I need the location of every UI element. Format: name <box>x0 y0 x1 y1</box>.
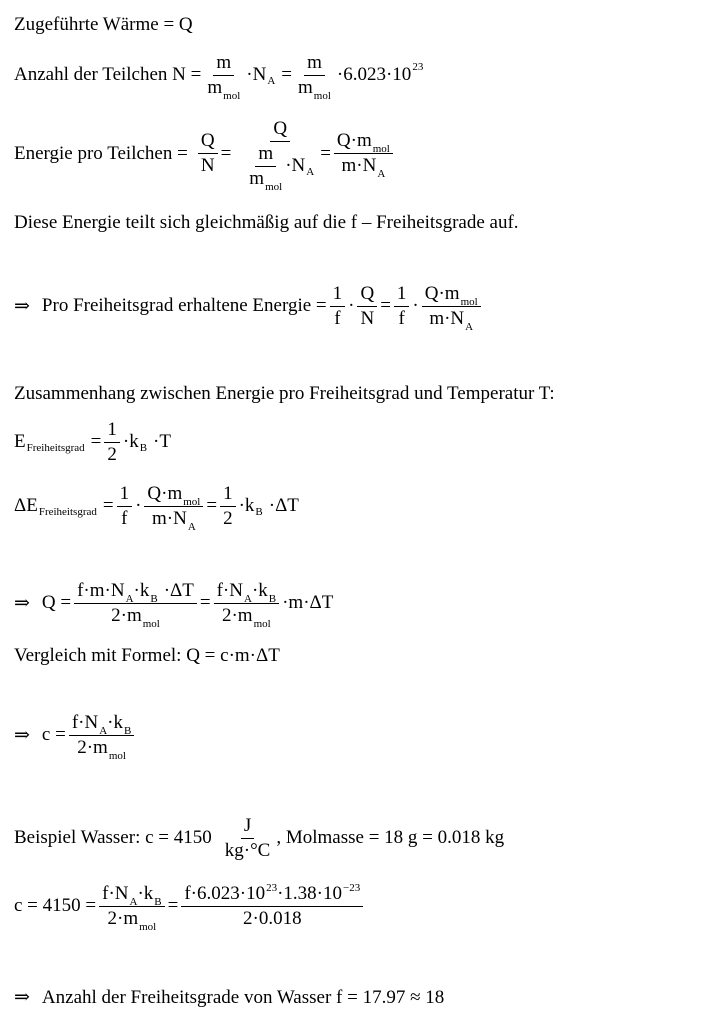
fraction-1-over-f-3: $\frac{1}{f}$ <box>117 483 133 530</box>
temperature-relation-text: Zusammenhang zwischen Energie pro Freiheitsgrad und Temperatur T: <box>14 383 555 404</box>
supplied-heat-text: Zugeführte Wärme = Q <box>14 14 193 35</box>
fraction-m-over-mmol-2: $\frac{m}{m_{mol}}$ <box>298 52 331 102</box>
fraction-m-over-mmol: $\frac{m}{m_{mol}}$ <box>207 52 241 102</box>
compare-formula-text: Vergleich mit Formel: Q = c·m·ΔT <box>14 645 280 666</box>
fraction-1-over-2-2: $\frac{1}{2}$ <box>220 483 236 530</box>
fraction-1-over-2: $\frac{1}{2}$ <box>104 419 120 466</box>
line-water-example: Beispiel Wasser: c = 4150 $\frac{J}{kg\cdot^\circ C}$ , Molmasse = 18 g = 0.018 kg <box>14 815 505 861</box>
fraction-Qmmol-over-mNA: $\frac{Q\cdot m_{mol}}{m\cdot N_A}$ <box>334 130 393 177</box>
line-energy-dof-temperature: E Freiheitsgrad = $\frac{1}{2}$ ·k B ·T <box>14 419 171 465</box>
line-compare-formula <box>14 645 280 667</box>
fraction-numeric-evaluation: $\frac{f\cdot 6.023\cdot 10^{23}\cdot 1.38\cdot 10^{-23}}{2\cdot 0.018}$ <box>181 883 363 930</box>
equipartition-text: Diese Energie teilt sich gleichmäßig auf die f – Freiheitsgrade auf. <box>14 212 519 233</box>
line-specific-heat: ⇒ c = $\frac{f\cdot N_A\cdot k_B}{2\cdot m_{mol}}$ <box>14 712 137 759</box>
line-water-calculation: c = 4150 = $\frac{f\cdot N_A\cdot k_B}{2\cdot m_{mol}}$ = $\frac{f\cdot 6.023\cdot 10^{23}\cdot 1.38\cdot 10^{-23}}{2\cdot 0.018}$ <box>14 883 366 930</box>
fraction-specific-heat-2: $\frac{f\cdot N_A\cdot k_B}{2\cdot m_{mol}}$ <box>99 883 165 930</box>
line-particle-count: Anzahl der Teilchen N = $\frac{m}{m_{mol}}$ ·N A = $\frac{m}{m_{mol}}$ ·6.023·10 23 <box>14 52 424 102</box>
fraction-Q-over-mNA: Q $\frac{m}{m_{mol}}$ ·N A <box>249 118 315 193</box>
fraction-1-over-f-2: $\frac{1}{f}$ <box>394 283 410 330</box>
line-equipartition <box>14 212 519 234</box>
implies-arrow-3: ⇒ <box>14 724 30 746</box>
particle-count-label: Anzahl der Teilchen N = <box>14 64 202 86</box>
fraction-unit-J-per-kgC: $\frac{J}{kg\cdot^\circ C}$ <box>224 815 271 861</box>
line-result <box>14 986 444 1009</box>
line-energy-per-particle: Energie pro Teilchen = $\frac{Q}{N}$ = Q $\frac{m}{m_{mol}}$ ·N A = $\frac{Q\cdot m_{mol}}{m\cdot N_A}$ <box>14 118 396 190</box>
fraction-1-over-f: $\frac{1}{f}$ <box>330 283 346 330</box>
fraction-heat-1: $\frac{f\cdot m\cdot N_A\cdot k_B \cdot\Delta T}{2\cdot m_{mol}}$ <box>74 580 197 627</box>
line-energy-per-dof: ⇒ Pro Freiheitsgrad erhaltene Energie = $\frac{1}{f}$ · $\frac{Q}{N}$ = $\frac{1}{f}$ · $\frac{Q\cdot m_{mol}}{m\cdot N_A}$ <box>14 283 484 330</box>
result-text: Anzahl der Freiheitsgrade von Wasser f = 17.97 ≈ 18 <box>41 986 445 1008</box>
energy-per-particle-label: Energie pro Teilchen = <box>14 142 188 164</box>
fraction-heat-2: $\frac{f\cdot N_A\cdot k_B}{2\cdot m_{mol}}$ <box>214 580 280 627</box>
implies-arrow-2: ⇒ <box>14 592 30 614</box>
fraction-Qmmol-over-mNA-2: $\frac{Q\cdot m_{mol}}{m\cdot N_A}$ <box>422 283 481 330</box>
line-temperature-relation <box>14 383 555 405</box>
fraction-Qmmol-over-mNA-3: $\frac{Q\cdot m_{mol}}{m\cdot N_A}$ <box>144 483 203 530</box>
fraction-Q-over-N: $\frac{Q}{N}$ <box>198 130 218 177</box>
line-delta-energy-dof: ΔE Freiheitsgrad = $\frac{1}{f}$ · $\frac{Q\cdot m_{mol}}{m\cdot N_A}$ = $\frac{1}{2}$ ·k B ·ΔT <box>14 483 299 533</box>
fraction-Q-over-N-2: $\frac{Q}{N}$ <box>357 283 377 330</box>
implies-arrow-4: ⇒ <box>14 987 30 1008</box>
fraction-specific-heat: $\frac{f\cdot N_A\cdot k_B}{2\cdot m_{mol}}$ <box>69 712 135 759</box>
line-heat-expression: ⇒ Q = $\frac{f\cdot m\cdot N_A\cdot k_B \cdot\Delta T}{2\cdot m_{mol}}$ = $\frac{f\cdot N_A\cdot k_B}{2\cdot m_{mol}}$ ·m·ΔT <box>14 580 334 630</box>
line-supplied-heat <box>14 14 193 36</box>
implies-arrow: ⇒ <box>14 295 30 317</box>
